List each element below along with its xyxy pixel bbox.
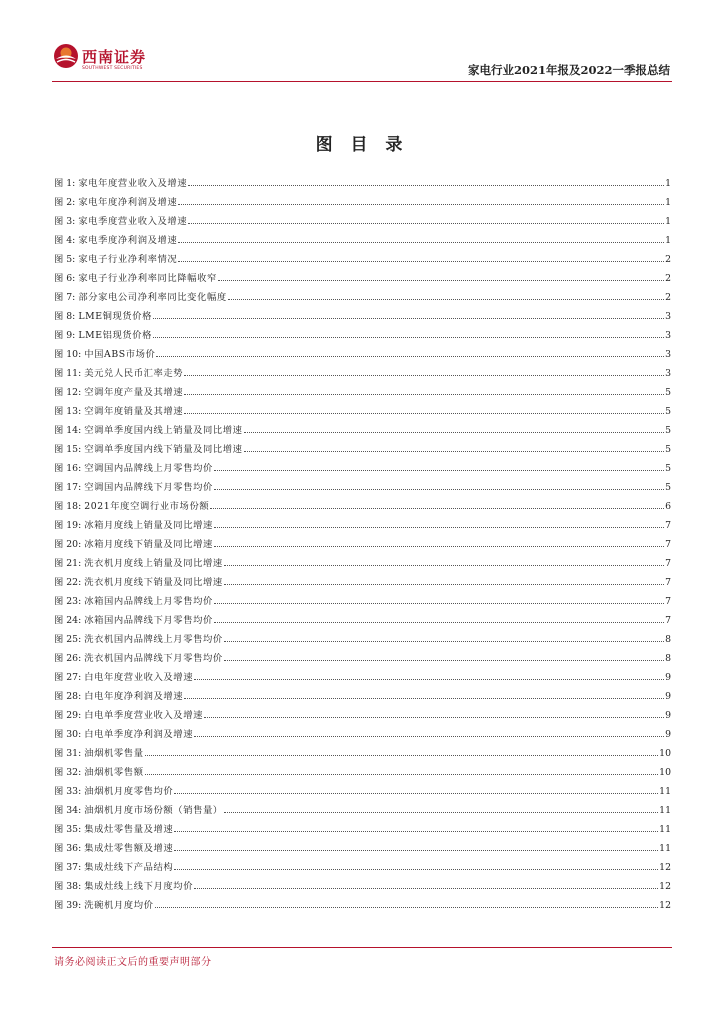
toc-dot-leader <box>224 659 664 661</box>
toc-figure-number: 图 1: <box>54 178 76 189</box>
toc-figure-title: 美元兑人民币汇率走势 <box>84 368 184 379</box>
toc-figure-number: 图 7: <box>54 292 76 303</box>
toc-entry-label <box>54 669 193 683</box>
toc-entry[interactable] <box>54 436 671 455</box>
toc-figure-title: 白电年度净利润及增速 <box>84 691 184 702</box>
toc-figure-title: 家电子行业净利率情况 <box>78 254 178 265</box>
toc-dot-leader <box>153 317 664 319</box>
toc-figure-title: 洗衣机国内品牌线下月零售均价 <box>84 653 223 664</box>
toc-figure-number: 图 13: <box>54 406 82 417</box>
toc-page-number: 12 <box>659 862 671 873</box>
toc-dot-leader <box>214 621 664 623</box>
toc-dot-leader <box>188 222 664 224</box>
toc-page-number: 1 <box>665 216 671 227</box>
toc-page-number: 3 <box>665 330 671 341</box>
toc-entry-label <box>54 745 144 759</box>
toc-dot-leader <box>155 906 659 908</box>
toc-page-number: 1 <box>665 235 671 246</box>
toc-dot-leader <box>156 355 664 357</box>
toc-page-number: 3 <box>665 349 671 360</box>
toc-entry-label <box>54 802 223 816</box>
header-divider <box>52 81 672 82</box>
toc-entry-label <box>54 403 183 417</box>
toc-entry-label <box>54 441 243 455</box>
toc-page-number: 3 <box>665 311 671 322</box>
toc-entry[interactable] <box>54 474 671 493</box>
toc-page-number: 11 <box>659 786 671 797</box>
toc-entry[interactable] <box>54 189 671 208</box>
toc-page-number: 10 <box>659 748 671 759</box>
toc-figure-title: 空调年度销量及其增速 <box>84 406 184 417</box>
toc-dot-leader <box>244 450 665 452</box>
toc-entry[interactable] <box>54 341 671 360</box>
toc-figure-number: 图 36: <box>54 843 82 854</box>
toc-figure-title: 家电季度净利润及增速 <box>78 235 178 246</box>
toc-figure-number: 图 28: <box>54 691 82 702</box>
figure-index-list <box>54 170 671 911</box>
toc-figure-title: 冰箱国内品牌线上月零售均价 <box>84 596 213 607</box>
toc-entry[interactable] <box>54 588 671 607</box>
toc-entry-label <box>54 536 213 550</box>
toc-figure-number: 图 17: <box>54 482 82 493</box>
toc-page-number: 5 <box>665 482 671 493</box>
toc-entry-label <box>54 555 223 569</box>
toc-entry[interactable] <box>54 246 671 265</box>
toc-figure-number: 图 3: <box>54 216 76 227</box>
toc-entry[interactable] <box>54 892 671 911</box>
toc-entry-label <box>54 517 213 531</box>
toc-entry-label <box>54 498 209 512</box>
toc-entry[interactable] <box>54 417 671 436</box>
toc-entry[interactable] <box>54 816 671 835</box>
toc-dot-leader <box>174 849 658 851</box>
toc-figure-title: 集成灶线上线下月度均价 <box>84 881 194 892</box>
toc-figure-title: 集成灶零售额及增速 <box>84 843 174 854</box>
toc-figure-number: 图 4: <box>54 235 76 246</box>
toc-page-number: 10 <box>659 767 671 778</box>
toc-figure-number: 图 22: <box>54 577 82 588</box>
toc-dot-leader <box>153 336 664 338</box>
toc-figure-title: 部分家电公司净利率同比变化幅度 <box>78 292 227 303</box>
toc-dot-leader <box>184 393 664 395</box>
toc-entry[interactable] <box>54 398 671 417</box>
toc-page-number: 7 <box>665 615 671 626</box>
toc-figure-number: 图 38: <box>54 881 82 892</box>
toc-page-number: 1 <box>665 178 671 189</box>
toc-figure-title: 洗衣机月度线上销量及同比增速 <box>84 558 223 569</box>
toc-page-number: 8 <box>665 653 671 664</box>
toc-entry-label <box>54 631 223 645</box>
toc-page-number: 5 <box>665 463 671 474</box>
toc-entry-label <box>54 422 243 436</box>
toc-dot-leader <box>224 640 664 642</box>
toc-figure-title: 洗衣机月度线下销量及同比增速 <box>84 577 223 588</box>
toc-page-number: 9 <box>665 710 671 721</box>
toc-figure-title: 白电单季度净利润及增速 <box>84 729 194 740</box>
toc-page-number: 5 <box>665 406 671 417</box>
toc-entry-label <box>54 308 152 322</box>
toc-figure-number: 图 23: <box>54 596 82 607</box>
toc-figure-number: 图 2: <box>54 197 76 208</box>
toc-dot-leader <box>244 431 665 433</box>
toc-dot-leader <box>145 773 659 775</box>
toc-page-number: 5 <box>665 425 671 436</box>
toc-entry[interactable] <box>54 778 671 797</box>
toc-entry-label <box>54 726 193 740</box>
toc-entry[interactable] <box>54 645 671 664</box>
toc-entry-label <box>54 707 203 721</box>
toc-figure-number: 图 12: <box>54 387 82 398</box>
toc-entry[interactable] <box>54 493 671 512</box>
toc-entry[interactable] <box>54 322 671 341</box>
toc-page-number: 5 <box>665 387 671 398</box>
toc-entry[interactable] <box>54 360 671 379</box>
toc-figure-title: LME铜现货价格 <box>78 311 153 322</box>
toc-dot-leader <box>178 260 664 262</box>
toc-page-number: 11 <box>659 843 671 854</box>
toc-entry-label <box>54 327 152 341</box>
toc-figure-title: 空调年度产量及其增速 <box>84 387 184 398</box>
toc-dot-leader <box>184 697 664 699</box>
toc-figure-title: 冰箱月度线下销量及同比增速 <box>84 539 213 550</box>
toc-entry-label <box>54 365 183 379</box>
toc-figure-title: 冰箱国内品牌线下月零售均价 <box>84 615 213 626</box>
toc-entry[interactable] <box>54 379 671 398</box>
toc-page-number: 9 <box>665 691 671 702</box>
toc-figure-title: 2021年度空调行业市场份额 <box>84 501 210 512</box>
toc-figure-title: 家电年度营业收入及增速 <box>78 178 188 189</box>
toc-entry[interactable] <box>54 664 671 683</box>
toc-figure-title: 油烟机月度市场份额（销售量） <box>84 805 223 816</box>
toc-entry-label <box>54 460 213 474</box>
toc-entry-label <box>54 213 187 227</box>
toc-figure-title: 中国ABS市场价 <box>84 349 156 360</box>
toc-page-number: 9 <box>665 672 671 683</box>
toc-entry[interactable] <box>54 626 671 645</box>
toc-figure-number: 图 20: <box>54 539 82 550</box>
toc-figure-number: 图 10: <box>54 349 82 360</box>
toc-figure-number: 图 11: <box>54 368 82 379</box>
toc-entry[interactable] <box>54 227 671 246</box>
toc-figure-number: 图 32: <box>54 767 82 778</box>
toc-dot-leader <box>194 678 664 680</box>
toc-figure-number: 图 35: <box>54 824 82 835</box>
toc-entry[interactable] <box>54 455 671 474</box>
toc-figure-number: 图 37: <box>54 862 82 873</box>
toc-figure-number: 图 15: <box>54 444 82 455</box>
toc-dot-leader <box>214 545 664 547</box>
toc-figure-number: 图 24: <box>54 615 82 626</box>
toc-entry-label <box>54 859 173 873</box>
toc-figure-title: 空调单季度国内线下销量及同比增速 <box>84 444 243 455</box>
toc-entry[interactable] <box>54 759 671 778</box>
logo-chinese-name: 西南证券 <box>82 48 147 66</box>
toc-dot-leader <box>210 507 664 509</box>
toc-figure-number: 图 8: <box>54 311 76 322</box>
toc-figure-title: 白电单季度营业收入及增速 <box>84 710 203 721</box>
toc-page-number: 7 <box>665 596 671 607</box>
toc-figure-number: 图 30: <box>54 729 82 740</box>
toc-dot-leader <box>174 830 658 832</box>
toc-figure-number: 图 19: <box>54 520 82 531</box>
toc-dot-leader <box>194 735 664 737</box>
toc-dot-leader <box>194 887 658 889</box>
toc-entry-label <box>54 897 154 911</box>
toc-entry-label <box>54 384 183 398</box>
toc-entry[interactable] <box>54 702 671 721</box>
toc-page-number: 2 <box>665 254 671 265</box>
toc-dot-leader <box>178 203 664 205</box>
toc-figure-number: 图 34: <box>54 805 82 816</box>
toc-entry[interactable] <box>54 854 671 873</box>
toc-figure-number: 图 29: <box>54 710 82 721</box>
toc-figure-number: 图 14: <box>54 425 82 436</box>
toc-figure-number: 图 31: <box>54 748 82 759</box>
toc-figure-number: 图 5: <box>54 254 76 265</box>
toc-figure-number: 图 33: <box>54 786 82 797</box>
company-logo <box>52 42 162 78</box>
toc-figure-number: 图 26: <box>54 653 82 664</box>
toc-page-number: 6 <box>665 501 671 512</box>
toc-entry[interactable] <box>54 721 671 740</box>
toc-page-number: 11 <box>659 824 671 835</box>
toc-entry[interactable] <box>54 797 671 816</box>
toc-dot-leader <box>145 754 659 756</box>
toc-figure-number: 图 6: <box>54 273 76 284</box>
toc-dot-leader <box>224 811 658 813</box>
footer-divider <box>52 947 672 948</box>
toc-entry-label <box>54 878 193 892</box>
toc-dot-leader <box>224 583 664 585</box>
toc-page-number: 9 <box>665 729 671 740</box>
toc-figure-title: 油烟机零售量 <box>84 748 144 759</box>
toc-dot-leader <box>214 526 664 528</box>
toc-entry-label <box>54 840 173 854</box>
toc-figure-number: 图 9: <box>54 330 76 341</box>
toc-figure-title: 空调国内品牌线下月零售均价 <box>84 482 213 493</box>
toc-page-number: 12 <box>659 900 671 911</box>
toc-figure-title: 洗碗机月度均价 <box>84 900 154 911</box>
toc-figure-title: 冰箱月度线上销量及同比增速 <box>84 520 213 531</box>
toc-figure-title: 油烟机零售额 <box>84 767 144 778</box>
toc-page-number: 3 <box>665 368 671 379</box>
toc-dot-leader <box>204 716 664 718</box>
toc-page-number: 2 <box>665 292 671 303</box>
toc-entry[interactable] <box>54 284 671 303</box>
toc-page-number: 8 <box>665 634 671 645</box>
toc-figure-title: 洗衣机国内品牌线上月零售均价 <box>84 634 223 645</box>
toc-entry-label <box>54 175 187 189</box>
toc-entry[interactable] <box>54 607 671 626</box>
toc-entry-label <box>54 194 177 208</box>
toc-figure-title: 家电年度净利润及增速 <box>78 197 178 208</box>
toc-entry[interactable] <box>54 569 671 588</box>
toc-dot-leader <box>178 241 664 243</box>
toc-dot-leader <box>228 298 664 300</box>
toc-figure-title: 白电年度营业收入及增速 <box>84 672 194 683</box>
toc-figure-number: 图 16: <box>54 463 82 474</box>
toc-entry-label <box>54 574 223 588</box>
toc-entry[interactable] <box>54 531 671 550</box>
toc-entry-label <box>54 650 223 664</box>
figure-index-title: 图 目 录 <box>315 135 409 155</box>
toc-page-number: 12 <box>659 881 671 892</box>
toc-entry[interactable] <box>54 683 671 702</box>
toc-entry-label <box>54 232 177 246</box>
toc-dot-leader <box>174 868 658 870</box>
toc-dot-leader <box>218 279 664 281</box>
toc-entry[interactable] <box>54 740 671 759</box>
toc-dot-leader <box>184 412 664 414</box>
toc-page-number: 2 <box>665 273 671 284</box>
toc-entry[interactable] <box>54 512 671 531</box>
toc-page-number: 7 <box>665 539 671 550</box>
toc-entry-label <box>54 821 173 835</box>
toc-figure-title: 家电季度营业收入及增速 <box>78 216 188 227</box>
toc-entry-label <box>54 764 144 778</box>
toc-entry[interactable] <box>54 550 671 569</box>
toc-page-number: 11 <box>659 805 671 816</box>
toc-entry-label <box>54 251 177 265</box>
toc-figure-number: 图 18: <box>54 501 82 512</box>
toc-entry-label <box>54 479 213 493</box>
toc-entry[interactable] <box>54 835 671 854</box>
toc-entry-label <box>54 612 213 626</box>
toc-figure-number: 图 39: <box>54 900 82 911</box>
toc-figure-title: 油烟机月度零售均价 <box>84 786 174 797</box>
toc-dot-leader <box>174 792 658 794</box>
toc-figure-title: 集成灶线下产品结构 <box>84 862 174 873</box>
toc-entry-label <box>54 593 213 607</box>
toc-figure-number: 图 21: <box>54 558 82 569</box>
toc-page-number: 5 <box>665 444 671 455</box>
toc-entry-label <box>54 346 155 360</box>
toc-entry[interactable] <box>54 170 671 189</box>
toc-entry-label <box>54 270 217 284</box>
toc-figure-title: 家电子行业净利率同比降幅收窄 <box>78 273 217 284</box>
toc-page-number: 1 <box>665 197 671 208</box>
toc-entry-label <box>54 688 183 702</box>
toc-entry[interactable] <box>54 303 671 322</box>
report-title: 家电行业2021年报及2022一季报总结 <box>467 63 670 77</box>
toc-entry-label <box>54 289 227 303</box>
logo-english-name: SOUTHWEST SECURITIES <box>82 66 143 71</box>
toc-entry[interactable] <box>54 265 671 284</box>
toc-page-number: 7 <box>665 520 671 531</box>
footer-disclaimer: 请务必阅读正文后的重要声明部分 <box>54 957 212 968</box>
toc-dot-leader <box>188 184 664 186</box>
toc-entry[interactable] <box>54 873 671 892</box>
toc-figure-title: 集成灶零售量及增速 <box>84 824 174 835</box>
toc-page-number: 7 <box>665 577 671 588</box>
toc-dot-leader <box>184 374 664 376</box>
toc-dot-leader <box>214 602 664 604</box>
toc-figure-title: LME铝现货价格 <box>78 330 153 341</box>
logo-mark-icon <box>52 42 80 70</box>
toc-figure-title: 空调国内品牌线上月零售均价 <box>84 463 213 474</box>
toc-figure-number: 图 27: <box>54 672 82 683</box>
toc-dot-leader <box>214 469 664 471</box>
page-header <box>52 40 672 82</box>
toc-dot-leader <box>214 488 664 490</box>
toc-page-number: 7 <box>665 558 671 569</box>
toc-entry[interactable] <box>54 208 671 227</box>
toc-figure-title: 空调单季度国内线上销量及同比增速 <box>84 425 243 436</box>
toc-figure-number: 图 25: <box>54 634 82 645</box>
toc-dot-leader <box>224 564 664 566</box>
toc-entry-label <box>54 783 173 797</box>
